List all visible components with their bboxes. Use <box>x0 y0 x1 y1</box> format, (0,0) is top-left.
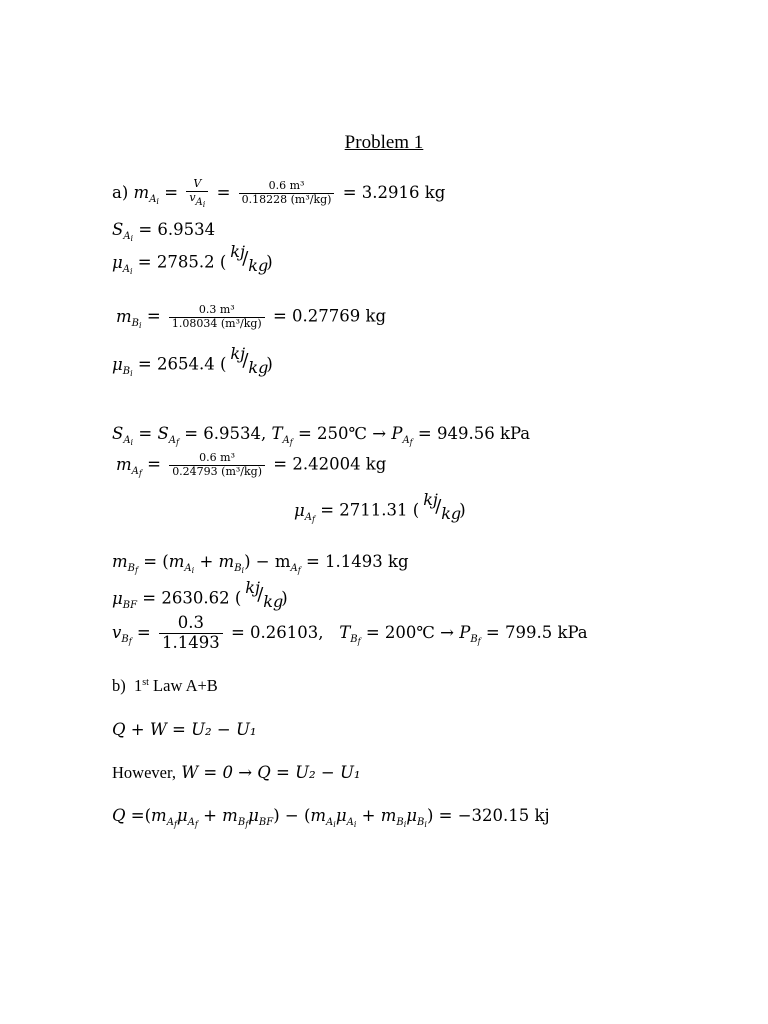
part-a-label: a) <box>112 182 129 202</box>
part-b-heading: b) 1st Law A+B <box>112 676 218 695</box>
mu-bi-value: = 2654.4 <box>137 354 215 374</box>
unit-kj-per-kg: kj / kg <box>245 578 284 611</box>
equation-mu-af: $\mu_{A_f} = 2711.31$ ( kj / kg ) <box>294 490 466 524</box>
equation-however: However, W = 0 → Q = U₂ − U₁ <box>112 763 361 782</box>
q-result-value: = −320.15 kj <box>438 806 550 825</box>
fraction-v-over-va: $\frac{V}{v_{A_i}}$ <box>186 178 208 209</box>
s-ai-value: = 6.9534 <box>138 220 216 239</box>
part-b-label: b) <box>112 676 126 695</box>
equation-m-af: $m_{A_f}$ = $\frac{\text{0.6 m³}}{\text{0.24793 (m³/kg)}}$ = 2.42004 kg <box>116 451 387 478</box>
fraction-mass-ai: $\frac{\text{0.6 m³}}{\text{0.18228 (m³/kg)}}$ <box>239 180 335 206</box>
equation-v-bf: $v_{B_f}$ = $\frac{0.3}{1.1493}$ = 0.26103, $T_{B_f}$ = 200℃ → $P_{B_f} = 799.5$ kPa <box>112 613 588 652</box>
equation-mu-bi: $\mu_{B_i} = 2654.4$ ( kj / kg ) <box>112 344 273 378</box>
page-title: Problem 1 <box>344 132 424 153</box>
unit-kj-per-kg: kj / kg <box>423 490 462 523</box>
mu-bf-value: = 2630.62 <box>142 588 230 608</box>
fraction-mass-bi: $\frac{\text{0.3 m³}}{\text{1.08034 (m³/kg)}}$ <box>169 304 265 330</box>
equation-mu-bf: $\mu_{BF} = 2630.62$ ( kj / kg ) <box>112 578 288 611</box>
fraction-mass-af: $\frac{\text{0.6 m³}}{\text{0.24793 (m³/kg)}}$ <box>169 452 265 478</box>
m-bi-result: = 0.27769 kg <box>272 306 387 326</box>
equation-s-ai: $S_{A_i} = 6.9534$ <box>112 220 216 243</box>
equation-s-af: $S_{A_i} = S_{A_f} = 6.9534$, $T_{A_f}$ = 250℃ → $P_{A_f} = 949.56$ kPa <box>112 424 531 447</box>
equation-q-result: $Q =(m_{A_f}\mu_{A_f} + m_{B_f}\mu_{BF}) - (m_{A_i}\mu_{A_i} + m_{B_i}\mu_{B_i}) = -320.15$ kj <box>112 806 550 829</box>
m-ai-result: = 3.2916 kg <box>342 182 446 202</box>
equation-m-bi: $m_{B_i}$ = $\frac{\text{0.3 m³}}{\text{1.08034 (m³/kg)}}$ = 0.27769 kg <box>116 303 387 330</box>
equation-m-ai: a) $m_{A_i}$ = $\frac{V}{v_{A_i}}$ = $\frac{\text{0.6 m³}}{\text{0.18228 (m³/kg)}}$ = 3.2916 kg <box>112 177 446 209</box>
equation-mu-ai: $\mu_{A_i} = 2785.2$ ( kj / kg ) <box>112 242 273 276</box>
unit-kj-per-kg: kj / kg <box>230 344 269 377</box>
mu-af-value: = 2711.31 <box>320 500 408 520</box>
equation-m-bf: $m_{B_f} = (m_{A_i} + m_{B_i}) - m_{A_f} = 1.1493$ kg <box>112 552 409 575</box>
mu-ai-value: = 2785.2 <box>137 252 215 272</box>
equation-first-law: Q + W = U₂ − U₁ <box>112 720 257 739</box>
fraction-v-bf: $\frac{0.3}{1.1493}$ <box>159 614 223 653</box>
unit-kj-per-kg: kj / kg <box>230 242 269 275</box>
m-af-result: = 2.42004 kg <box>273 454 387 474</box>
m-bf-result: = 1.1493 kg <box>305 552 409 571</box>
